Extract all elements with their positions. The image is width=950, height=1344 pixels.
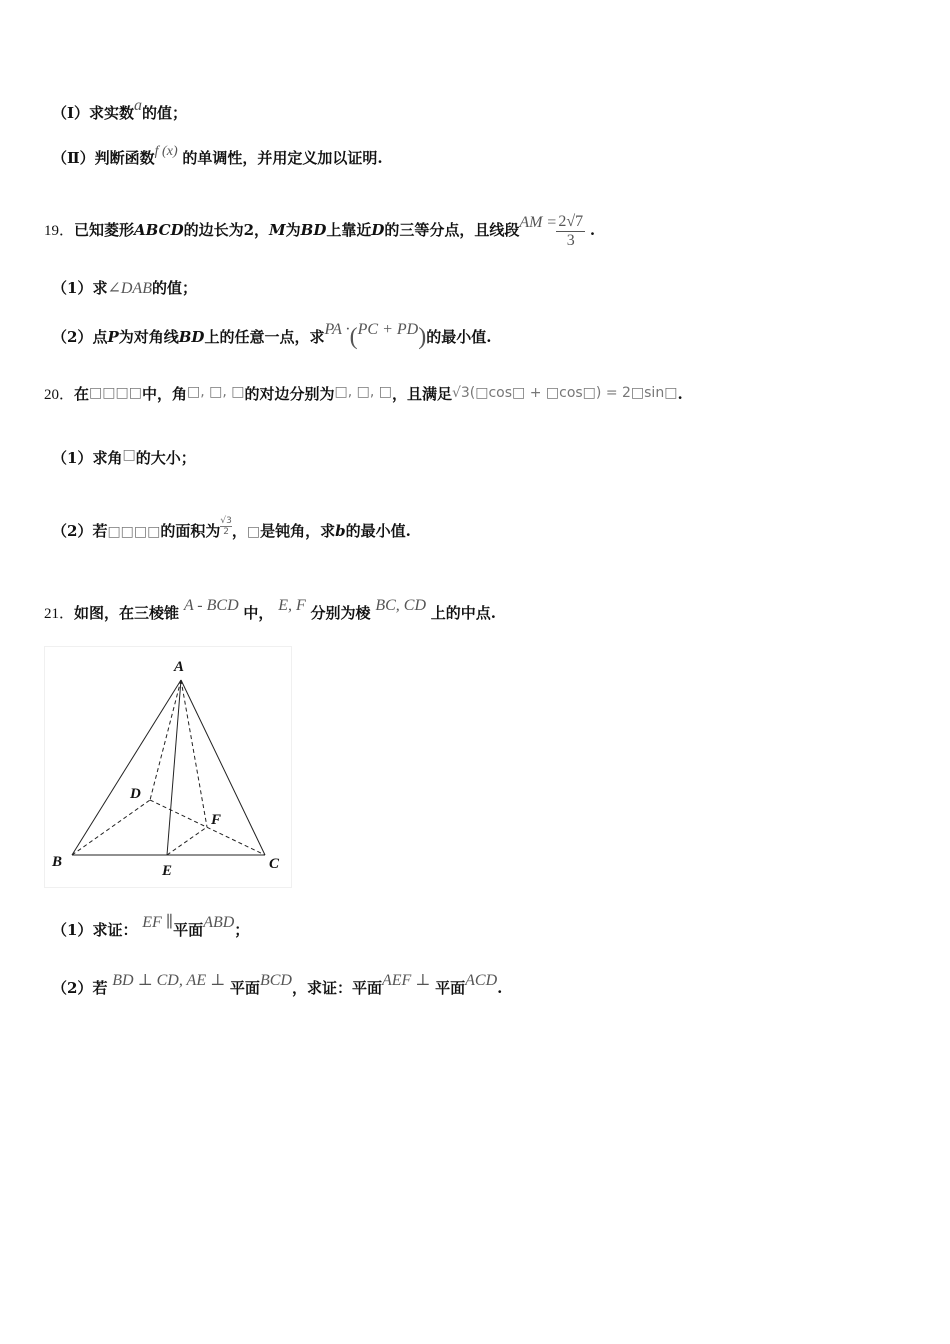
q20-s2-text-end: 的最小值. bbox=[345, 522, 411, 540]
q19-left-paren: ( bbox=[349, 324, 358, 350]
q20-s2-b: b bbox=[335, 522, 346, 540]
q20-text-4: ，且满足 bbox=[391, 385, 452, 403]
q19-s2-text-1: 点 bbox=[92, 328, 108, 346]
q21-text-2: 中， bbox=[243, 604, 274, 622]
q19-abcd: ABCD bbox=[134, 221, 184, 239]
q19-bd: BD bbox=[300, 221, 327, 239]
q20-area-denominator: 2 bbox=[223, 526, 229, 537]
q21-text-1: 如图，在三棱锥 bbox=[74, 604, 180, 622]
q21-s1-abd: ABD bbox=[203, 914, 235, 931]
q19-right-paren: ) bbox=[418, 324, 427, 350]
q20-angle-boxes: □, □, □ bbox=[186, 384, 245, 400]
q21-s2-plane-1: 平面 bbox=[229, 979, 260, 997]
tetrahedron-figure bbox=[44, 646, 292, 888]
q19-two: 2 bbox=[243, 221, 255, 239]
edge-bd bbox=[72, 800, 150, 855]
q20-s2-label: （2） bbox=[52, 522, 93, 540]
q19-s2-text-3: 上的任意一点，求 bbox=[204, 328, 325, 346]
question-20-part-2 bbox=[52, 515, 411, 543]
q19-comma: ， bbox=[254, 221, 270, 239]
q21-s2-text-1: 若 bbox=[92, 979, 108, 997]
q21-tetrahedron: A - BCD bbox=[183, 597, 239, 614]
q21-s2-plane-2: 平面 bbox=[435, 979, 466, 997]
question-19 bbox=[44, 212, 595, 250]
question-21-part-1 bbox=[52, 914, 250, 943]
function-fx: f (x) bbox=[154, 144, 178, 159]
q20-s1-text-end: 的大小； bbox=[135, 449, 196, 467]
edge-ac bbox=[181, 680, 265, 855]
question-21-number: 21． bbox=[44, 606, 75, 622]
q21-text-3: 分别为棱 bbox=[310, 604, 371, 622]
q19-s2-bd: BD bbox=[178, 328, 205, 346]
q20-area-numerator: √3 bbox=[220, 515, 232, 526]
edge-af bbox=[181, 680, 207, 827]
part-2-text-end: 的单调性，并用定义加以证明. bbox=[182, 149, 383, 167]
q21-s2-condition: BD ⊥ CD, AE ⊥ bbox=[112, 972, 226, 989]
q19-equals: = bbox=[547, 214, 557, 231]
q21-s2-text-3: ，求证：平面 bbox=[291, 979, 382, 997]
question-20-part-1 bbox=[52, 448, 196, 469]
q21-s1-plane: 平面 bbox=[173, 921, 204, 939]
q19-text-2: 的边长为 bbox=[183, 221, 244, 239]
part-1-text-end: 的值； bbox=[142, 104, 188, 122]
part-2-text: 判断函数 bbox=[94, 149, 155, 167]
q21-s2-label: （2） bbox=[52, 979, 93, 997]
q19-text-4: 为 bbox=[285, 221, 301, 239]
question-19-part-1 bbox=[52, 278, 197, 299]
q21-s2-acd: ACD bbox=[465, 972, 498, 989]
q20-s2-text-4: 是钝角，求 bbox=[260, 522, 336, 540]
q20-area-fraction bbox=[220, 516, 231, 537]
q19-s2-label: （2） bbox=[52, 328, 93, 346]
edge-ae bbox=[167, 680, 181, 855]
q20-period: . bbox=[677, 385, 683, 403]
question-21-part-2 bbox=[52, 972, 503, 1001]
q19-m: M bbox=[269, 221, 286, 239]
q19-text-1: 已知菱形 bbox=[74, 221, 135, 239]
q20-s2-text-1: 若 bbox=[92, 522, 108, 540]
q19-fraction-numerator: 2√7 bbox=[558, 212, 584, 230]
part-2-label: （Ⅱ） bbox=[52, 149, 95, 167]
question-20 bbox=[44, 384, 683, 405]
q21-bc-cd: BC, CD bbox=[375, 597, 426, 614]
q21-s2-period: . bbox=[497, 979, 503, 997]
q21-s1-ef-parallel: EF ∥ bbox=[142, 914, 174, 931]
q19-fraction bbox=[556, 213, 585, 250]
part-1-label: （Ⅰ） bbox=[52, 104, 90, 122]
q19-text-5: 上靠近 bbox=[326, 221, 372, 239]
question-19-part-2 bbox=[52, 322, 491, 351]
q19-d: D bbox=[371, 221, 385, 239]
q20-s2-triangle-boxes: □□□□ bbox=[107, 524, 161, 540]
q20-s1-label: （1） bbox=[52, 449, 93, 467]
q21-s2-aef-perp: AEF ⊥ bbox=[381, 972, 431, 989]
q20-formula: √3(□cos□ + □cos□) = 2□sin□ bbox=[451, 385, 678, 401]
q20-text-1: 在 bbox=[74, 385, 90, 403]
q20-s1-box: □ bbox=[122, 447, 136, 463]
q19-angle-dab: ∠DAB bbox=[107, 280, 152, 297]
figure-border bbox=[45, 647, 292, 888]
label-a: A bbox=[174, 659, 185, 675]
question-20-number: 20． bbox=[44, 387, 75, 403]
q19-period: . bbox=[589, 221, 596, 239]
question-19-number: 19． bbox=[44, 223, 75, 239]
label-f: F bbox=[211, 812, 222, 828]
q19-s2-text-end: 的最小值. bbox=[426, 328, 492, 346]
q19-expr-pc-pd: PC + PD bbox=[357, 321, 419, 338]
q20-s2-comma: ， bbox=[231, 522, 247, 540]
q21-s1-semicolon: ； bbox=[234, 921, 250, 939]
question-21 bbox=[44, 597, 497, 627]
q20-triangle-boxes: □□□□ bbox=[89, 385, 142, 401]
q19-expr-pa: PA · bbox=[324, 321, 350, 338]
q21-ef: E, F bbox=[278, 597, 306, 614]
label-d: D bbox=[130, 786, 141, 802]
q20-s2-box: □ bbox=[246, 524, 261, 540]
q21-text-4: 上的中点. bbox=[430, 604, 497, 622]
edge-ef bbox=[167, 827, 207, 855]
label-c: C bbox=[269, 856, 280, 872]
q20-s1-text: 求角 bbox=[92, 449, 123, 467]
q19-text-6: 的三等分点，且线段 bbox=[384, 221, 520, 239]
edge-ab bbox=[72, 680, 181, 855]
part-2-line bbox=[52, 144, 383, 170]
q19-fraction-denominator: 3 bbox=[566, 231, 575, 249]
part-1-line bbox=[52, 97, 188, 124]
q20-s2-text-2: 的面积为 bbox=[160, 522, 221, 540]
q19-s2-p: P bbox=[107, 328, 119, 346]
q21-s2-bcd: BCD bbox=[259, 972, 292, 989]
variable-a: a bbox=[134, 97, 143, 114]
label-e: E bbox=[162, 863, 173, 879]
q20-text-3: 的对边分别为 bbox=[244, 385, 335, 403]
q19-s1-text-end: 的值； bbox=[151, 279, 197, 297]
q20-side-boxes: □, □, □ bbox=[334, 384, 392, 400]
q19-am: AM bbox=[519, 214, 543, 231]
q19-s1-label: （1） bbox=[52, 279, 93, 297]
q20-text-2: 中，角 bbox=[141, 385, 187, 403]
label-b: B bbox=[52, 854, 63, 870]
part-1-text: 求实数 bbox=[89, 104, 135, 122]
q19-s1-text: 求 bbox=[92, 279, 108, 297]
q21-s1-label: （1） bbox=[52, 921, 93, 939]
q21-s1-text: 求证： bbox=[92, 921, 138, 939]
q19-s2-text-2: 为对角线 bbox=[118, 328, 179, 346]
